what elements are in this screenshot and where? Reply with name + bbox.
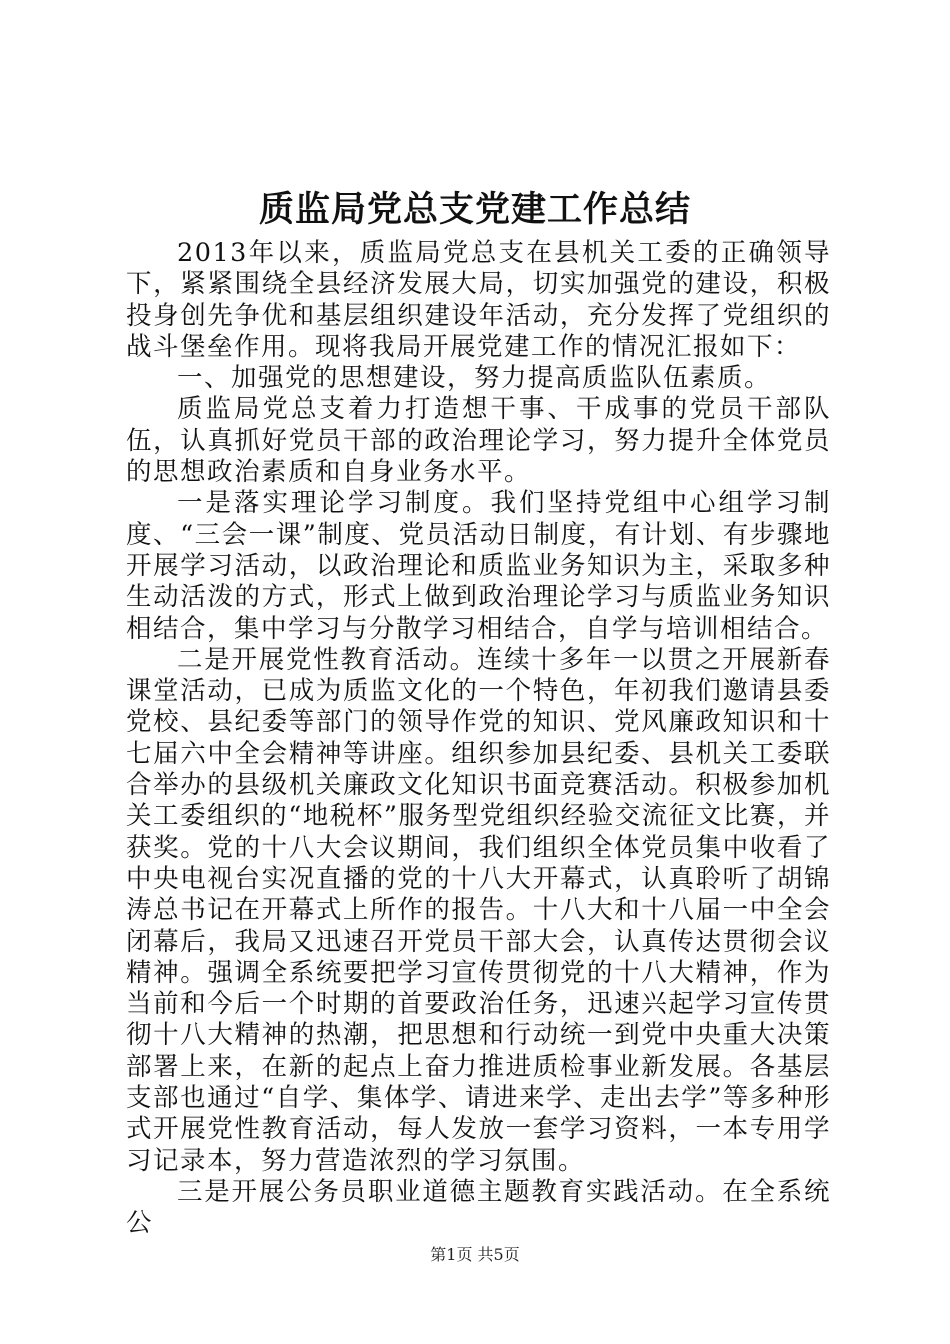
page-number-footer: 第1页 共5页: [430, 1245, 520, 1264]
paragraph-theory-study: 一是落实理论学习制度。我们坚持党组中心组学习制度、“三会一课”制度、党员活动日制度，有计划、有步骤地开展学习活动，以政治理论和质监业务知识为主，采取多种生动活泼的方式，形式上做到政治理论学习与质监业务知识相结合，集中学习与分散学习相结合，自学与培训相结合。: [126, 488, 831, 644]
document-body: [126, 238, 831, 1240]
paragraph-ethics-education: 三是开展公务员职业道德主题教育实践活动。在全系统公: [126, 1176, 831, 1239]
paragraph-intro: 2013年以来，质监局党总支在县机关工委的正确领导下，紧紧围绕全县经济发展大局，切实加强党的建设，积极投身创先争优和基层组织建设年活动，充分发挥了党组织的战斗堡垒作用。现将我局开展党建工作的情况汇报如下：: [126, 238, 831, 362]
section-heading-1: 一、加强党的思想建设，努力提高质监队伍素质。: [177, 363, 772, 394]
paragraph-party-education: 二是开展党性教育活动。连续十多年一以贯之开展新春课堂活动，已成为质监文化的一个特色，年初我们邀请县委党校、县纪委等部门的领导作党的知识、党风廉政知识和十七届六中全会精神等讲座。组织参加县纪委、县机关工委联合举办的县级机关廉政文化知识书面竞赛活动。积极参加机关工委组织的“地税杯”服务型党组织经验交流征文比赛，并获奖。党的十八大会议期间，我们组织全体党员集中收看了中央电视台实况直播的党的十八大开幕式，认真聆听了胡锦涛总书记在开幕式上所作的报告。十八大和十八届一中全会闭幕后，我局又迅速召开党员干部大会，认真传达贯彻会议精神。强调全系统要把学习宣传贯彻党的十八大精神，作为当前和今后一个时期的首要政治任务，迅速兴起学习宣传贯彻十八大精神的热潮，把思想和行动统一到党中央重大决策部署上来，在新的起点上奋力推进质检事业新发展。各基层支部也通过“自学、集体学、请进来学、走出去学”等多种形式开展党性教育活动，每人发放一套学习资料，一本专用学习记录本，努力营造浓烈的学习氛围。: [126, 644, 831, 1176]
paragraph-section-1-summary: 质监局党总支着力打造想干事、干成事的党员干部队伍，认真抓好党员干部的政治理论学习，努力提升全体党员的思想政治素质和自身业务水平。: [126, 394, 831, 488]
document-title: 质监局党总支党建工作总结: [258, 189, 691, 230]
